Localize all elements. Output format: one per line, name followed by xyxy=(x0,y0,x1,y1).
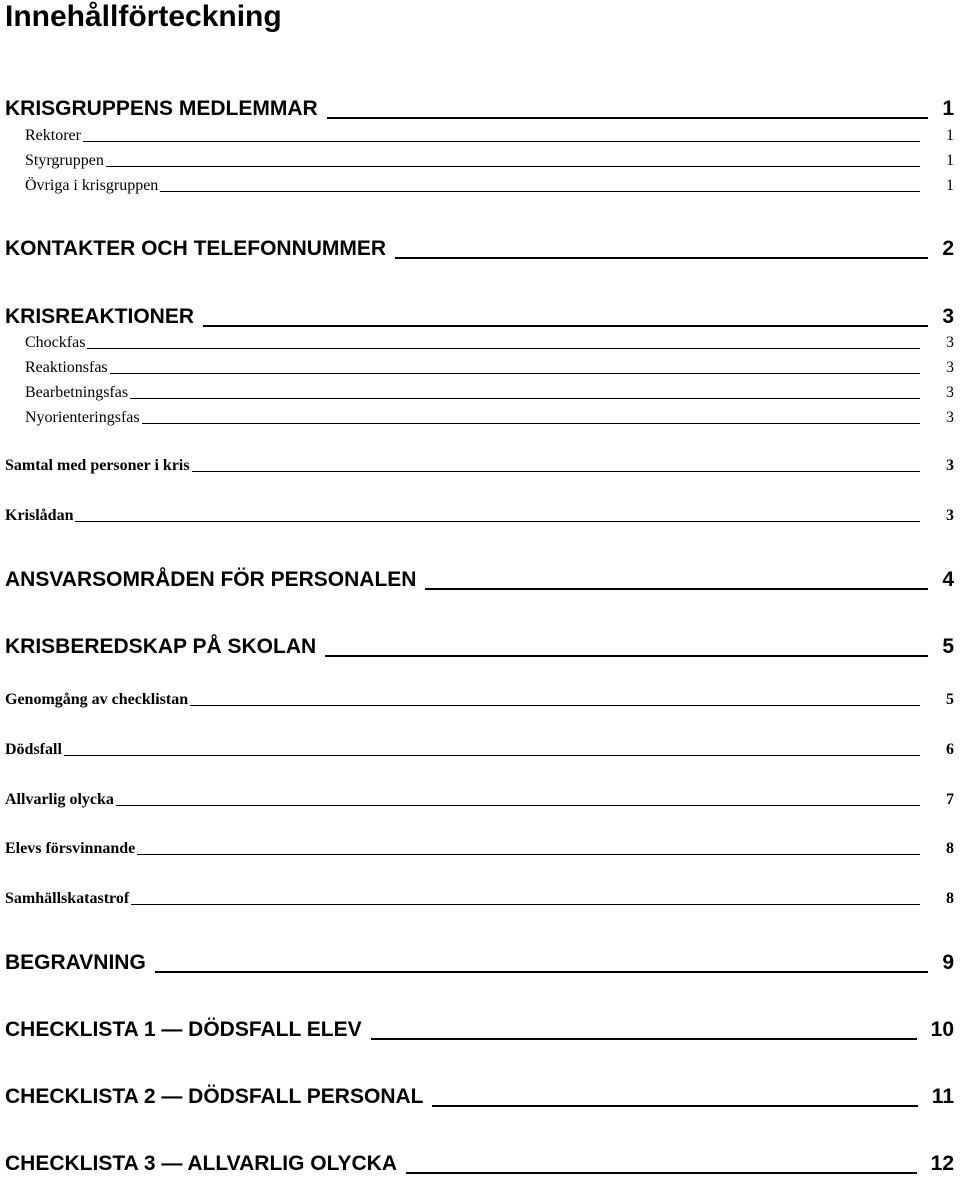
toc-entry-page-number: 3 xyxy=(946,409,954,426)
toc-entry-label: Krislådan xyxy=(5,507,74,524)
toc-leader-line xyxy=(432,1105,917,1107)
toc-entry-page-number: 9 xyxy=(942,951,954,974)
toc-entry[interactable] xyxy=(5,740,954,760)
toc-leader-line xyxy=(371,1038,917,1040)
toc-leader-line xyxy=(327,117,929,119)
toc-entry-page-number: 3 xyxy=(946,359,954,376)
toc-leader-line xyxy=(142,423,920,424)
toc-entry-label: Styrgruppen xyxy=(25,152,104,169)
toc-entry-page-number: 5 xyxy=(946,691,954,708)
toc-entry[interactable] xyxy=(5,506,954,526)
toc-entry-label: Nyorienteringsfas xyxy=(25,409,140,426)
toc-entry[interactable] xyxy=(25,151,954,171)
toc-leader-line xyxy=(190,705,920,706)
toc-entry[interactable] xyxy=(25,126,954,146)
toc-leader-line xyxy=(131,904,920,905)
toc-leader-line xyxy=(130,398,920,399)
toc-entry[interactable] xyxy=(5,634,954,660)
toc-entry-page-number: 5 xyxy=(942,635,954,658)
toc-leader-line xyxy=(87,348,920,349)
toc-entry[interactable] xyxy=(5,1084,954,1110)
toc-entry-page-number: 7 xyxy=(946,791,954,808)
toc-entry-label: BEGRAVNING xyxy=(5,951,146,974)
toc-entry-page-number: 1 xyxy=(942,97,954,120)
toc-entry-page-number: 6 xyxy=(946,741,954,758)
toc-leader-line xyxy=(137,854,920,855)
toc-leader-line xyxy=(64,755,920,756)
toc-entry-page-number: 10 xyxy=(930,1018,954,1041)
toc-entry-label: KRISGRUPPENS MEDLEMMAR xyxy=(5,97,318,120)
toc-leader-line xyxy=(325,655,928,657)
toc-entry[interactable] xyxy=(5,456,954,476)
toc-leader-line xyxy=(192,471,920,472)
toc-entry-page-number: 4 xyxy=(942,568,954,591)
toc-entry[interactable] xyxy=(5,790,954,810)
toc-entry[interactable] xyxy=(25,333,954,353)
toc-entry-page-number: 3 xyxy=(946,334,954,351)
toc-entry-label: Rektorer xyxy=(25,127,81,144)
toc-entry-page-number: 3 xyxy=(946,507,954,524)
toc-entry-label: Allvarlig olycka xyxy=(5,791,114,808)
toc-entry-label: ANSVARSOMRÅDEN FÖR PERSONALEN xyxy=(5,568,417,591)
toc-entry-label: KRISREAKTIONER xyxy=(5,305,195,328)
toc-leader-line xyxy=(106,166,920,167)
toc-entry[interactable] xyxy=(5,1151,954,1177)
toc-entry-label: KRISBEREDSKAP PÅ SKOLAN xyxy=(5,635,317,658)
toc-leader-line xyxy=(116,805,920,806)
toc-entry[interactable] xyxy=(5,304,954,330)
toc-entry-label: Dödsfall xyxy=(5,741,62,758)
toc-entry-label: KONTAKTER OCH TELEFONNUMMER xyxy=(5,237,387,260)
toc-entry[interactable] xyxy=(25,176,954,196)
toc-entry-page-number: 1 xyxy=(946,127,954,144)
toc-entry-page-number: 8 xyxy=(946,840,954,857)
toc-entry[interactable] xyxy=(25,383,954,403)
toc-entry-label: CHECKLISTA 3 — ALLVARLIG OLYCKA xyxy=(5,1152,398,1175)
toc-leader-line xyxy=(425,588,928,590)
toc-entry-label: Bearbetningsfas xyxy=(25,384,129,401)
toc-entry[interactable] xyxy=(5,96,954,122)
toc-leader-line xyxy=(83,141,920,142)
toc-entry[interactable] xyxy=(25,408,954,428)
toc-entry-label: Reaktionsfas xyxy=(25,359,108,376)
toc-entry-page-number: 11 xyxy=(931,1085,954,1108)
toc-entry[interactable] xyxy=(5,236,954,262)
toc-leader-line xyxy=(75,521,920,522)
toc-leader-line xyxy=(160,191,920,192)
toc-leader-line xyxy=(395,257,928,259)
toc-entry[interactable] xyxy=(25,358,954,378)
toc-leader-line xyxy=(155,971,929,973)
toc-entry[interactable] xyxy=(5,889,954,909)
toc-entry-label: Samtal med personer i kris xyxy=(5,457,190,474)
toc-leader-line xyxy=(406,1172,917,1174)
toc-entry-page-number: 8 xyxy=(946,890,954,907)
toc-entry[interactable] xyxy=(5,950,954,976)
toc-entry-label: Elevs försvinnande xyxy=(5,840,136,857)
toc-entry-label: Genomgång av checklistan xyxy=(5,691,189,708)
page-title: Innehållförteckning xyxy=(5,0,282,33)
toc-entry-page-number: 1 xyxy=(946,177,954,194)
toc-entry-page-number: 1 xyxy=(946,152,954,169)
toc-entry-page-number: 12 xyxy=(930,1152,954,1175)
toc-entry-page-number: 2 xyxy=(942,237,954,260)
toc-entry-page-number: 3 xyxy=(942,305,954,328)
toc-entry-page-number: 3 xyxy=(946,457,954,474)
toc-entry[interactable] xyxy=(5,839,954,859)
toc-entry-label: CHECKLISTA 2 — DÖDSFALL PERSONAL xyxy=(5,1085,424,1108)
toc-entry[interactable] xyxy=(5,1017,954,1043)
toc-leader-line xyxy=(110,373,920,374)
toc-entry-page-number: 3 xyxy=(946,384,954,401)
toc-entry[interactable] xyxy=(5,690,954,710)
toc-leader-line xyxy=(203,325,928,327)
toc-entry[interactable] xyxy=(5,567,954,593)
toc-entry-label: Övriga i krisgruppen xyxy=(25,177,159,194)
toc-entry-label: Samhällskatastrof xyxy=(5,890,130,907)
toc-entry-label: Chockfas xyxy=(25,334,86,351)
toc-entry-label: CHECKLISTA 1 — DÖDSFALL ELEV xyxy=(5,1018,362,1041)
